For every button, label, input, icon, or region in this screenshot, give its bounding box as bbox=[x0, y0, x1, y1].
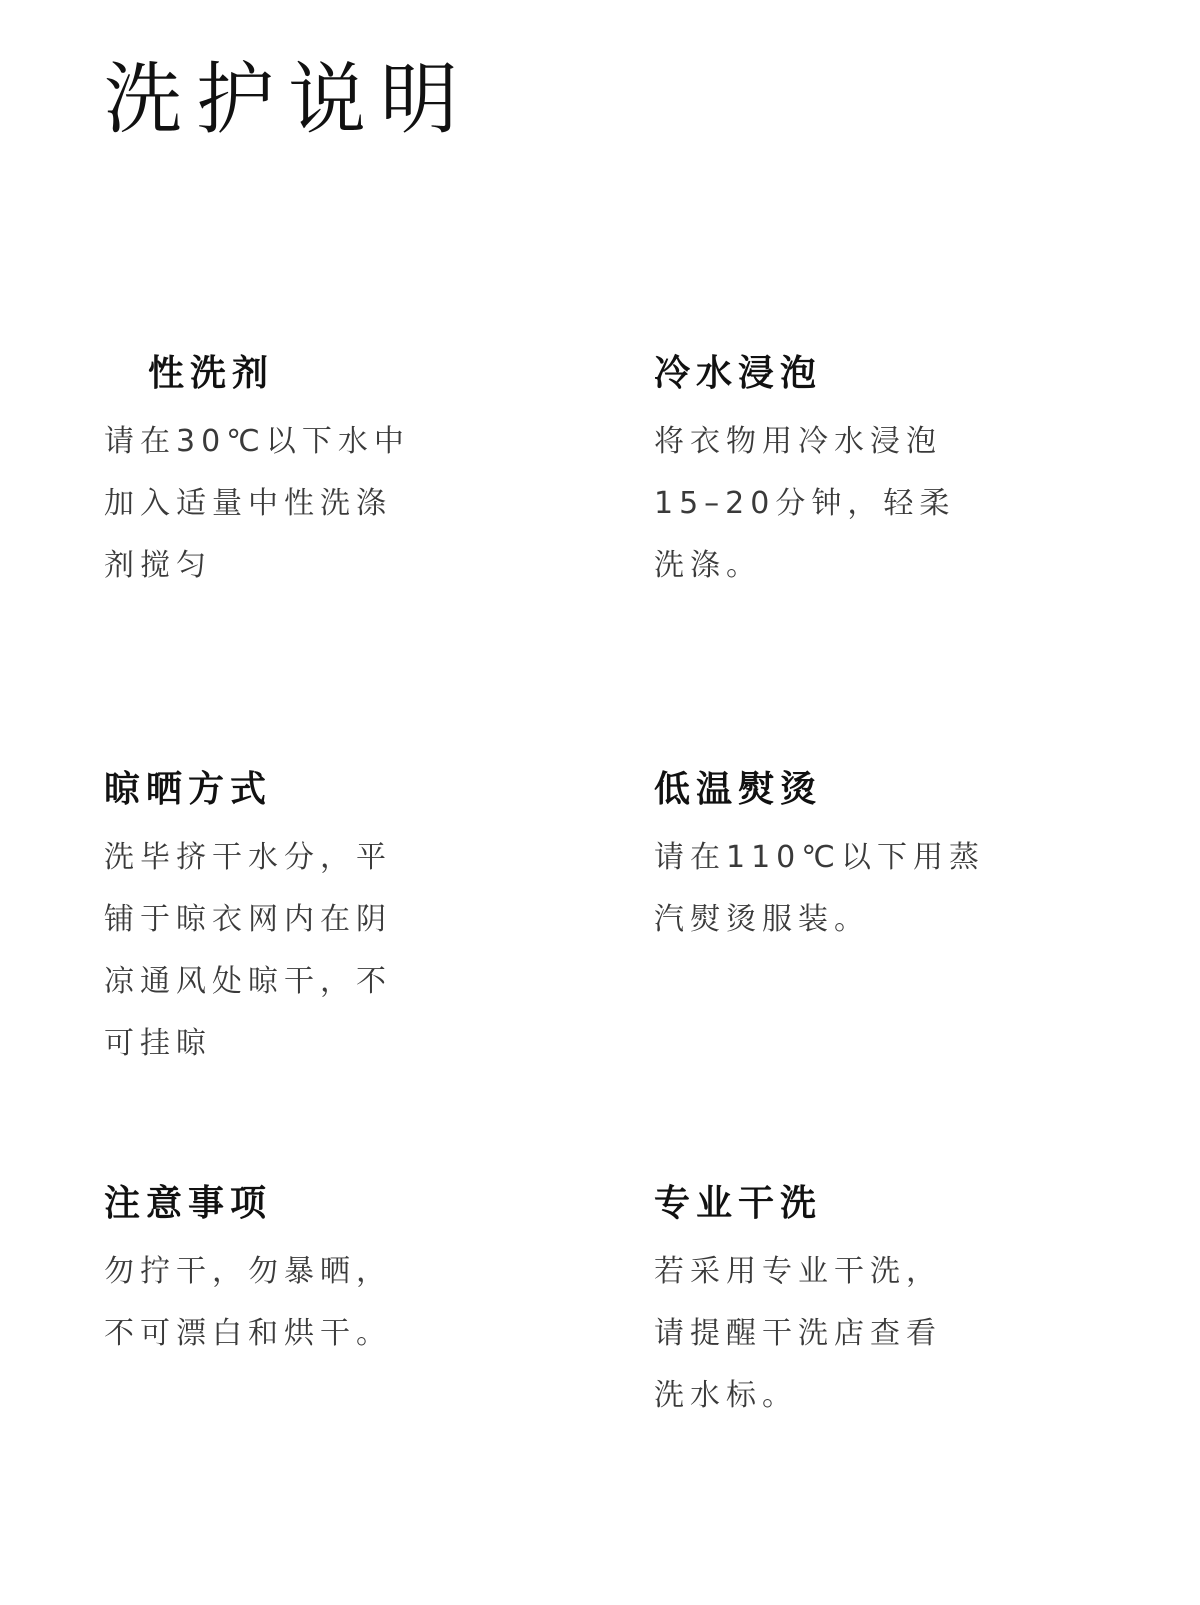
page-title: 洗护说明 bbox=[104, 55, 473, 145]
section-text-line: 若采用专业干洗， bbox=[654, 1254, 942, 1290]
section-text-line: 可挂晾 bbox=[104, 1026, 212, 1062]
section-title: 晾晒方式 bbox=[104, 769, 273, 810]
section-text-line: 洗涤。 bbox=[654, 548, 762, 584]
section-text-line: 凉通风处晾干，不 bbox=[104, 964, 392, 1000]
section-text-line: 汽熨烫服装。 bbox=[654, 902, 870, 938]
section-title: 注意事项 bbox=[104, 1183, 273, 1224]
section-title: 冷水浸泡 bbox=[654, 353, 823, 394]
care-section-notes bbox=[104, 1182, 484, 1365]
care-section-neutral-detergent bbox=[104, 352, 484, 597]
section-text-line: 洗水标。 bbox=[654, 1378, 798, 1414]
section-text-line: 15–20分钟，轻柔 bbox=[654, 486, 956, 522]
section-text-line: 加入适量中性洗涤 bbox=[104, 486, 392, 522]
section-title: 低温熨烫 bbox=[654, 769, 823, 810]
section-title: 专业干洗 bbox=[654, 1183, 823, 1224]
section-text-line: 请在30℃以下水中 bbox=[104, 424, 410, 460]
care-section-drying bbox=[104, 768, 484, 1075]
section-text-line: 请提醒干洗店查看 bbox=[654, 1316, 942, 1352]
care-section-professional-dry-cleaning bbox=[654, 1182, 1034, 1427]
section-title: 性洗剂 bbox=[148, 353, 275, 394]
care-section-cold-soak bbox=[654, 352, 1034, 597]
section-text-line: 请在110℃以下用蒸 bbox=[654, 840, 985, 876]
section-text-line: 将衣物用冷水浸泡 bbox=[654, 424, 942, 460]
care-section-low-temp-ironing bbox=[654, 768, 1034, 951]
section-text-line: 铺于晾衣网内在阴 bbox=[104, 902, 392, 938]
section-text-line: 剂搅匀 bbox=[104, 548, 212, 584]
section-text-line: 勿拧干，勿暴晒， bbox=[104, 1254, 392, 1290]
section-text-line: 洗毕挤干水分，平 bbox=[104, 840, 392, 876]
section-text-line: 不可漂白和烘干。 bbox=[104, 1316, 392, 1352]
